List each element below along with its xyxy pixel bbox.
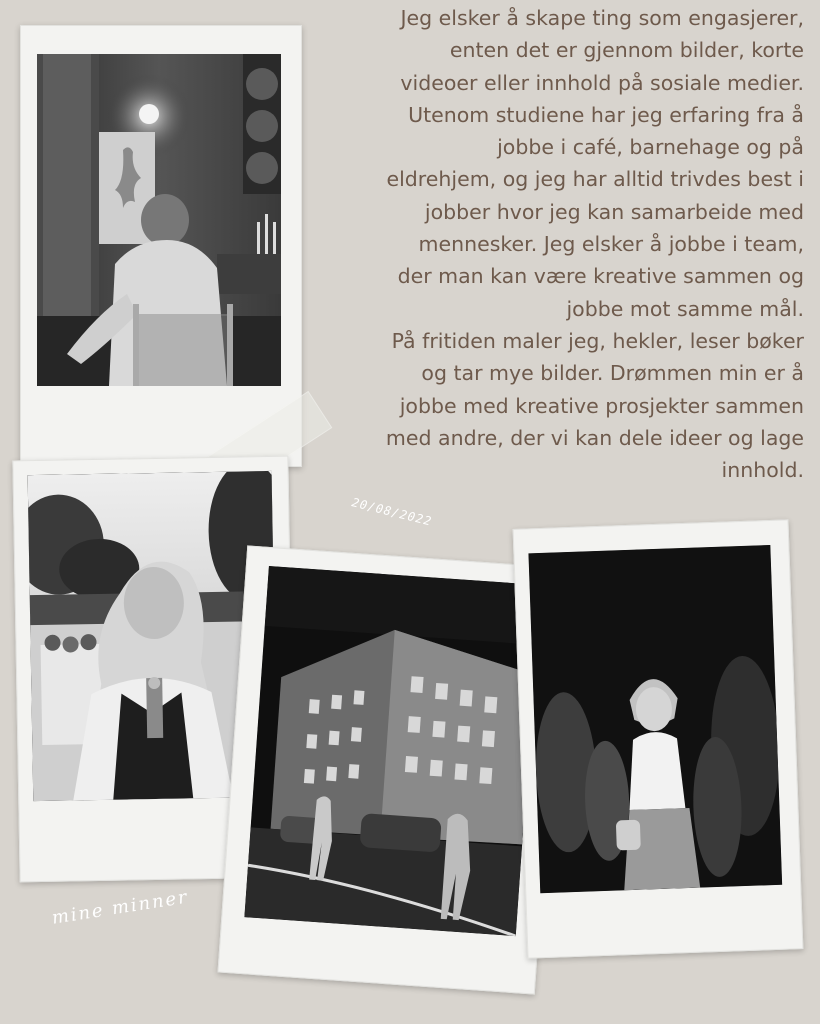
night-party-image [528,545,782,893]
polaroid-street [217,545,564,994]
photo-night [528,545,782,893]
bio-text: Jeg elsker å skape ting som engasjerer, enten det er gjennom bilder, korte videoer eller innhold på sosiale medier. Utenom studiene har jeg erfaring fra å jobbe i café, barnehage og på eldrehjem, og jeg har alltid trivdes best i jobber hvor jeg kan samarbeide med mennesker. Jeg elsker å jobbe i team, der man kan være kreative sammen og jobbe mot samme mål. På fritiden maler jeg, hekler, leser bøker og tar mye bilder. Drømmen min er å jobbe med kreative prosjekter sammen med andre, der vi kan dele ideer og lage innhold. [385,6,804,483]
polaroid-night [513,519,804,958]
street-image [244,566,540,936]
polaroid-painting [20,25,302,467]
handwritten-label: mine minner [50,886,191,929]
painting-scene-image [37,54,281,386]
photo-painting [37,54,281,386]
photo-street [244,566,540,936]
date-label: 20/08/2022 [350,495,434,529]
